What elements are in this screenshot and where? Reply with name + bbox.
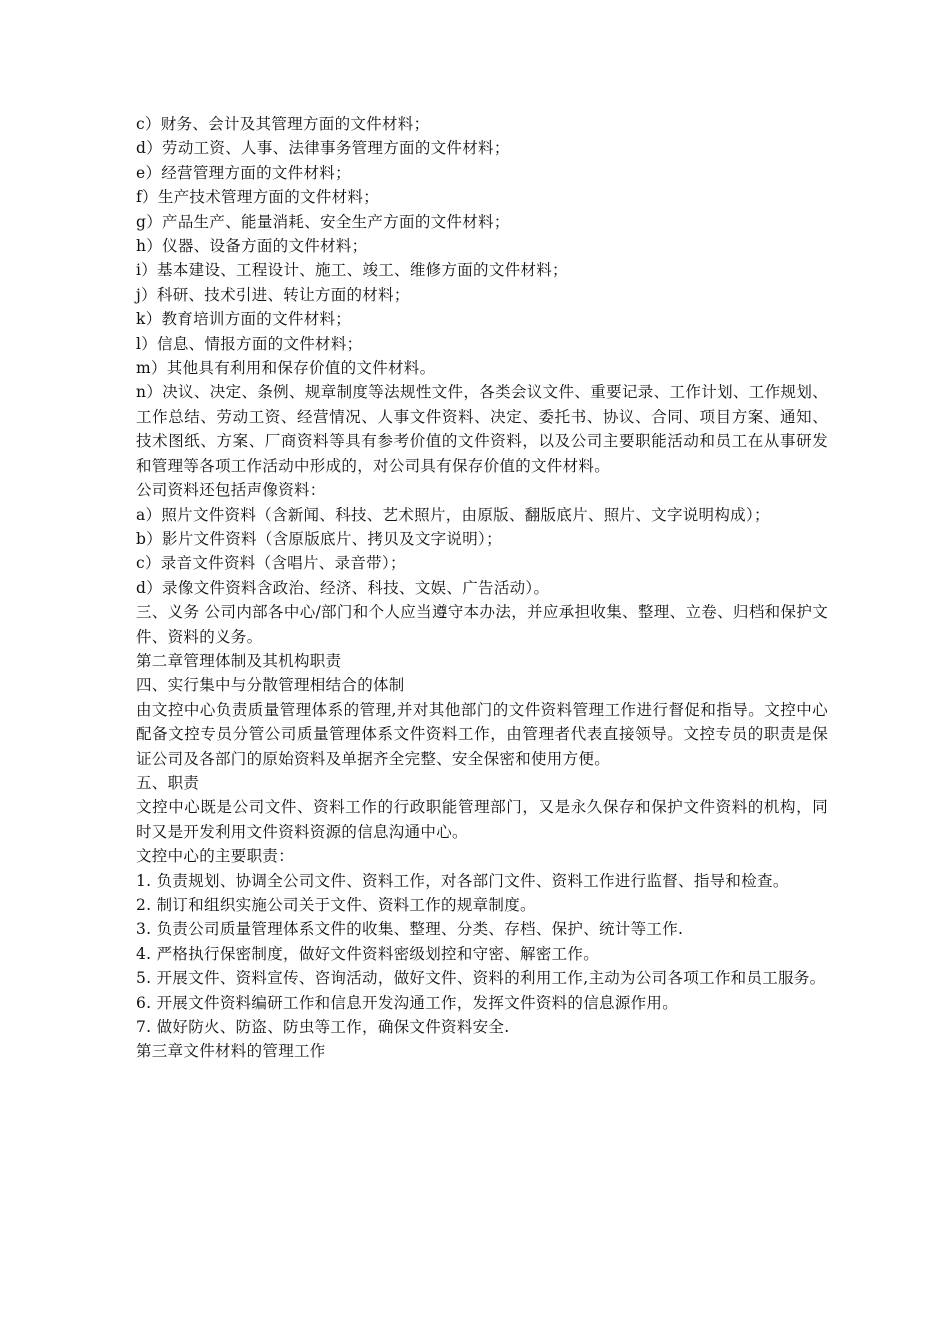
chapter-two-heading: 第二章管理体制及其机构职责 [136,651,342,670]
list-item-c-finance: c）财务、会计及其管理方面的文件材料； [136,115,430,133]
duty-item-2: 2. 制订和组织实施公司关于文件、资料工作的规章制度。 [136,896,536,914]
section-three-obligations: 三、义务 公司内部各中心/部门和个人应当遵守本办法，并应承担收集、整理、立卷、归档和保护文件、资料的义务。 [136,603,828,646]
list-item-i-construction: i）基本建设、工程设计、施工、竣工、维修方面的文件材料； [136,261,568,280]
list-item-d-labor: d）劳动工资、人事、法律事务管理方面的文件材料； [136,139,510,158]
list-item-j-research: j）科研、技术引进、转让方面的材料； [136,285,410,304]
list-item-k-training: k）教育培训方面的文件材料； [136,310,352,329]
list-item-d-video: d）录像文件资料含政治、经济、科技、文娱、广告活动）。 [136,578,550,597]
list-item-b-films: b）影片文件资料（含原版底片、拷贝及文字说明）； [136,529,502,548]
list-item-h-equipment: h）仪器、设备方面的文件材料； [136,237,368,256]
duty-item-6: 6. 开展文件资料编研工作和信息开发沟通工作，发挥文件资料的信息源作用。 [136,993,679,1012]
section-four-body: 由文控中心负责质量管理体系的管理,并对其他部门的文件资料管理工作进行督促和指导。文控中心配备文控专员分管公司质量管理体系文件资料工作，由管理者代表直接领导。文控专员的职责是保证公司及各部门的原始资料及单据齐全完整、安全保密和使用方便。 [136,700,828,768]
audiovisual-intro: 公司资料还包括声像资料： [136,481,326,500]
list-item-a-photos: a）照片文件资料（含新闻、科技、艺术照片，由原版、翻版底片、照片、文字说明构成）； [136,505,770,524]
section-four-heading: 四、实行集中与分散管理相结合的体制 [136,676,405,695]
chapter-three-heading: 第三章文件材料的管理工作 [136,1042,326,1061]
list-item-l-information: l）信息、情报方面的文件材料； [136,334,363,353]
duty-item-1: 1. 负责规划、协调全公司文件、资料工作，对各部门文件、资料工作进行监督、指导和检查。 [136,871,789,890]
duty-item-4: 4. 严格执行保密制度，做好文件资料密级划控和守密、解密工作。 [136,944,600,963]
list-item-f-production-tech: f）生产技术管理方面的文件材料； [136,188,380,207]
duty-item-5: 5. 开展文件、资料宣传、咨询活动，做好文件、资料的利用工作,主动为公司各项工作和员工服务。 [136,969,826,988]
section-five-heading: 五、职责 [136,773,200,792]
document-body [136,112,828,1064]
duty-item-3: 3. 负责公司质量管理体系文件的收集、整理、分类、存档、保护、统计等工作. [136,920,684,939]
list-item-e-operations: e）经营管理方面的文件材料； [136,163,351,182]
list-item-c-audio: c）录音文件资料（含唱片、录音带）； [136,554,406,573]
list-item-m-other: m）其他具有利用和保存价值的文件材料。 [136,359,436,378]
duty-item-7: 7. 做好防火、防盗、防虫等工作，确保文件资料安全. [136,1018,510,1037]
duties-intro: 文控中心的主要职责： [136,847,295,866]
list-item-g-production-safety: g）产品生产、能量消耗、安全生产方面的文件材料； [136,212,510,231]
list-item-n-resolutions: n）决议、决定、条例、规章制度等法规性文件，各类会议文件、重要记录、工作计划、工作规划、工作总结、劳动工资、经营情况、人事文件资料、决定、委托书、协议、合同、项目方案、通知、技术图纸、方案、厂商资料等具有参考价值的文件资料，以及公司主要职能活动和员工在从事研发和管理等各项工作活动中形成的，对公司具有保存价值的文件材料。 [136,383,828,475]
section-five-body: 文控中心既是公司文件、资料工作的行政职能管理部门，又是永久保存和保护文件资料的机构，同时又是开发利用文件资料资源的信息沟通中心。 [136,798,828,841]
